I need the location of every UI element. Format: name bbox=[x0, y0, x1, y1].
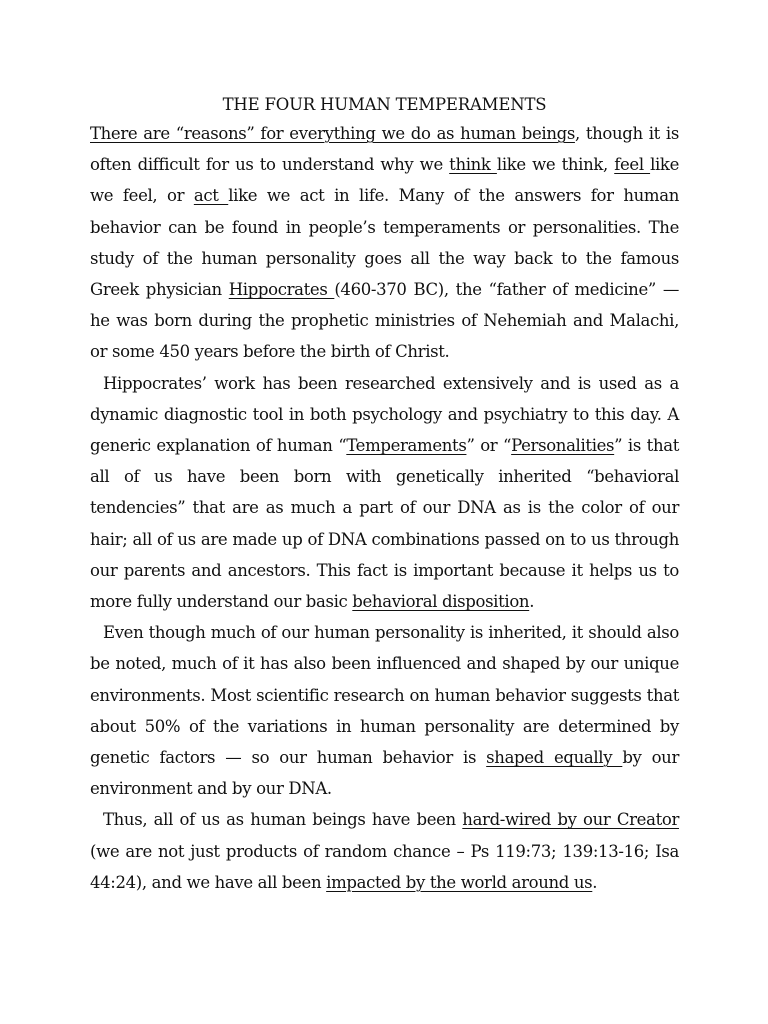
document-title: THE FOUR HUMAN TEMPERAMENTS bbox=[222, 95, 547, 114]
paragraph-text: Hippocrates’ work has been researched extensively and is used as a dynamic diagnostic tool in both psychology and psychiatry to this day. A generic explanation of human “ bbox=[90, 373, 679, 456]
paragraph-2 bbox=[90, 368, 679, 618]
paragraph-text: . bbox=[529, 592, 535, 612]
underlined-phrase: There are “reasons” for everything we do as human beings bbox=[90, 124, 575, 143]
underlined-phrase: behavioral disposition bbox=[352, 592, 530, 612]
underlined-phrase: think bbox=[449, 155, 497, 175]
paragraph-text: (we are not just products of random chance – Ps 119:73; 139:13-16; Isa 44:24), and we have all been bbox=[90, 841, 679, 892]
paragraph-1 bbox=[90, 118, 679, 368]
paragraph-text: like we feel, or bbox=[90, 155, 679, 206]
paragraph-text: ” is that all of us have been born with genetically inherited “behavioral tendencies” that are as much a part of our DNA as is the color of our hair; all of us are made up of DNA combinations passed on to us through our parents and ancestors. This fact is important because it helps us to more fully understand our basic bbox=[90, 436, 679, 612]
paragraph-text: . bbox=[592, 872, 598, 892]
paragraph-text: like we think, bbox=[496, 155, 615, 175]
underlined-phrase: act bbox=[193, 186, 229, 206]
underlined-phrase: Personalities bbox=[511, 436, 615, 456]
paragraph-text: (460-370 BC), the “father of medicine” —he was born during the prophetic ministries of Nehemiah and Malachi, or some 450 years before the birth of Christ. bbox=[90, 280, 679, 362]
underlined-phrase: Hippocrates bbox=[228, 280, 335, 300]
paragraph-text: Even though much of our human personality is inherited, it should also be noted, much of it has also been influenced and shaped by our unique environments. Most scientific research on human behavior suggests that about 50% of the variations in human personality are determined by genetic factors — so our human behavior is bbox=[90, 623, 679, 768]
underlined-phrase: Temperaments bbox=[346, 436, 467, 456]
paragraph-text: like we act in life. Many of the answers for human behavior can be found in people’s temperaments or personalities. The study of the human personality goes all the way back to the famous Greek physician bbox=[90, 186, 679, 300]
underlined-phrase: impacted by the world around us bbox=[326, 872, 593, 892]
paragraph-text: , though it is often difficult for us to understand why we bbox=[90, 124, 679, 175]
paragraph-4 bbox=[90, 804, 679, 898]
paragraph-3 bbox=[90, 617, 679, 804]
underlined-phrase: feel bbox=[614, 155, 651, 175]
paragraph-text: Thus, all of us as human beings have been bbox=[103, 810, 463, 830]
underlined-phrase: shaped equally bbox=[486, 748, 623, 768]
paragraph-text: by our environment and by our DNA. bbox=[90, 748, 679, 799]
underlined-phrase: hard-wired by our Creator bbox=[462, 810, 679, 830]
document-page bbox=[90, 92, 679, 898]
paragraph-text: ” or “ bbox=[466, 436, 512, 456]
